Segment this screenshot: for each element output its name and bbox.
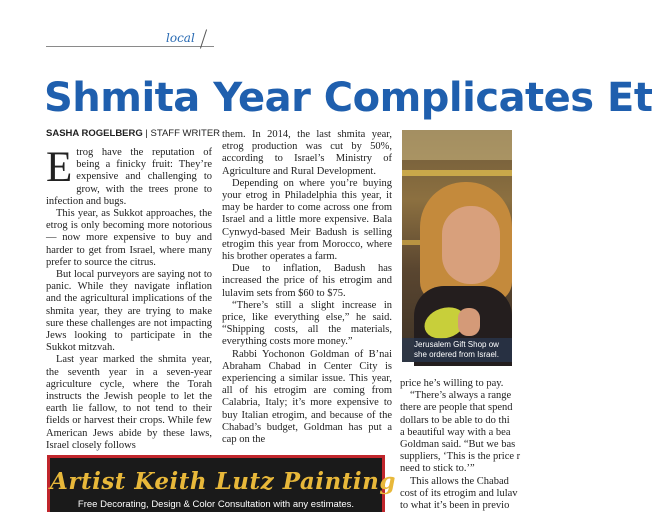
byline <box>46 128 220 139</box>
paragraph: Last year marked the shmita year, the seventh year in a seven-year agriculture cycle, where the Torah instructs the Jewish people to let the earth lie fallow, to not tend to their fields or harvest their crops. While few American Jews abide by these laws, Israel closely follows <box>46 354 212 451</box>
caption-line: Jerusalem Gift Shop ow <box>414 340 499 349</box>
article-column-3 <box>400 378 521 512</box>
photo-shelf <box>402 170 512 176</box>
drop-cap: E <box>46 144 73 191</box>
article-column-2 <box>222 129 392 446</box>
text-line: “There’s always a range <box>410 390 512 402</box>
article-photo <box>402 130 512 362</box>
paragraph: But local purveyors are saying not to panic. While they navigate inflation and the agricultural implications of the shmita year, they are trying to make sure these challenges are not impacting Jews looking to participate in the Sukkot mitzvah. <box>46 269 212 354</box>
paragraph: Due to inflation, Badush has increased the price of his etrogim and lulavim sets from $60 to $75. <box>222 263 392 299</box>
advertisement[interactable] <box>47 455 396 512</box>
photo-light <box>402 130 512 160</box>
article-column-1 <box>46 144 212 452</box>
text-line: cost of its etrogim and lulav <box>400 487 518 499</box>
headline: Shmita Year Complicates Et <box>44 75 652 121</box>
paragraph: This year, as Sukkot approaches, the etrog is only becoming more notorious — now more expensive to buy and harder to get from Israel, where many prefer to source the citrus. <box>46 208 212 268</box>
ad-subtitle: Free Decorating, Design & Color Consultation with any estimates. <box>77 499 355 510</box>
photo-person-hand <box>458 308 480 336</box>
text-line: dollars to be able to do thi <box>400 414 510 426</box>
text-line: need to stick to.’” <box>400 463 475 475</box>
text-line: suppliers, ‘This is the price r <box>400 451 521 463</box>
paragraph: “There’s still a slight increase in price, like everything else,” he said. “Shipping costs, all the materials, everything costs more money.” <box>222 299 392 348</box>
text-line: This allows the Chabad <box>410 475 509 487</box>
paragraph: them. In 2014, the last shmita year, etrog production was cut by 50%, according to Israel’s Ministry of Agriculture and Rural Development. <box>222 129 392 177</box>
paragraph <box>46 144 212 208</box>
ad-title: Artist Keith Lutz Painting <box>50 468 396 495</box>
byline-role: | STAFF WRITER <box>142 128 221 139</box>
text-line: there are people that spend <box>400 402 513 414</box>
text-line: to what it’s been in previo <box>400 500 510 512</box>
text-line: Goldman said. “But we bas <box>400 439 516 451</box>
section-label <box>46 32 214 47</box>
byline-author: SASHA ROGELBERG <box>46 128 143 139</box>
paragraph-text: trog have the reputation of being a finicky fruit: They’re expensive and challenging to grow, with the trees prone to infection and bugs. <box>46 147 212 207</box>
section-label-text: local <box>166 31 195 45</box>
photo-caption <box>402 338 512 362</box>
caption-line: she ordered from Israel. <box>414 350 499 359</box>
section-slash-divider <box>200 29 207 48</box>
text-line: price he’s willing to pay. <box>400 378 504 389</box>
paragraph: Depending on where you’re buying your etrog in Philadelphia this year, it may be harder to come across one from Israel and a little more expensive. Bala Cynwyd-based Meir Badush is selling etrogim this year from Morocco, where his brother operates a farm. <box>222 177 392 263</box>
text-line: a beautiful way with a bea <box>400 426 511 438</box>
paragraph: Rabbi Yochonon Goldman of B’nai Abraham Chabad in Center City is experiencing a similar issue. This year, all of his etrogim are coming from Calabria, Italy; it’s more expensive to buy Italian etrogim, and because of the Chabad’s budget, Goldman has put a cap on the <box>222 348 392 446</box>
photo-person-face <box>442 206 500 284</box>
